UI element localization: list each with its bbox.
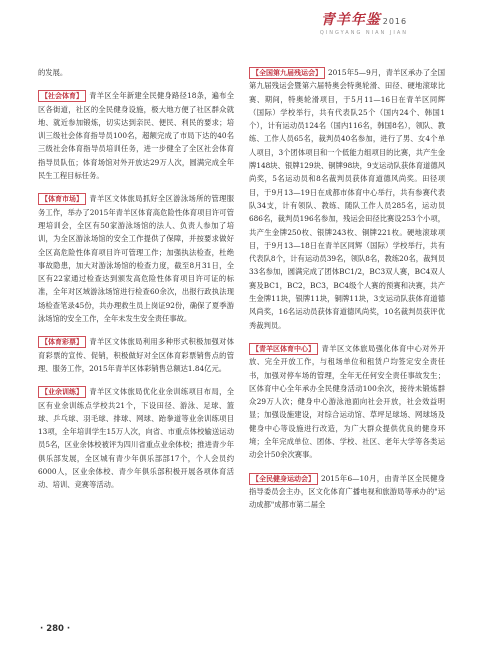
section-tag: 【体育彩票】 <box>38 336 86 348</box>
section-fitness-games <box>249 472 445 512</box>
section-sports-lottery <box>38 335 234 375</box>
right-column <box>249 66 445 512</box>
page-number: · 280 · <box>40 624 71 634</box>
section-tag: 【体育市场】 <box>38 193 86 205</box>
logo-subtitle: QINGYANG NIAN JIAN <box>319 30 408 36</box>
logo-year: 2016 <box>382 17 408 26</box>
section-sports-center <box>249 342 445 462</box>
section-text: 青羊区文体旅局抓好全区游泳场所的管理服务工作，举办了2015年青羊区体育高危险性体育项目许可管理培训会，全区有50家游泳场馆的法人、负责人参加了培训，为全区游泳场馆的安全工作提供了保障，并按要求做好全区高危险性体育项目许可管理工作；加强执法检查，杜绝事故隐患，加大对游泳场馆的检查力度，截至8月31日，全区有22家通过检查达到颁发高危险性体育项目许可证的标准，全年对区域游泳场馆进行检查60余次，出报行政执法现场检查笔录45份，共办理救生员上岗证92份，确保了夏季游泳场馆的安全工作，全年未发生安全责任事故。 <box>38 194 234 324</box>
section-tag: 【全民健身运动会】 <box>249 473 318 485</box>
section-amateur-training <box>38 385 234 491</box>
section-text: 青羊区文体旅局利用多种形式积极加强对体育彩票的宣传、促销，积极做好对全区体育彩票销售点的管理、服务工作，2015年青羊区体彩销售总额达1.84亿元。 <box>38 337 234 373</box>
section-text: 青羊区文体旅局强化体育中心对外开放、完全开放工作，与租场单位和租赁户均签定安全责任书，加强对停车场的管理，全年无任何安全责任事故发生；区体育中心全年承办全民健身活动100余次，接待未锻炼群众29万人次；健身中心游泳池面向社会开放，社会效益明显；加强设施建设，对综合运动馆、草坪足球场、网球场及健身中心等设施进行改造，为广大群众提供优良的健身环境；全年完成单位、团体、学校、社区、老年大学等各类运动会计50余次赛事。 <box>249 343 445 460</box>
section-text: 青羊区全年新建全民健身路径18条，遍布全区各街道，社区的全民健身设施，极大地方便了社区群众就地、就近参加锻炼，切实达到亲民、便民、利民的要求；培训三级社会体育指导员100名，超额完成了市局下达的40名三级社会体育指导员培训任务，进一步健全了全区社会体育指导员队伍；体育场馆对外开放达29万人次，圆满完成全年民生工程目标任务。 <box>38 91 234 181</box>
section-tag: 【社会体育】 <box>38 90 86 102</box>
section-text: 2015年6—10月，由青羊区全民健身指导委员会主办，区文化体育广播电视和旅游局等承办的"运动成都"成都市第二届全 <box>249 473 445 510</box>
section-tag: 【业余训练】 <box>38 386 86 398</box>
yearbook-logo <box>320 9 408 36</box>
intro-text: 的发展。 <box>38 68 68 77</box>
left-column <box>38 66 234 492</box>
logo-title: 青羊年鉴 2016 <box>320 12 408 28</box>
section-social-sports <box>38 89 234 182</box>
section-text: 青羊区文体旅局优化业余训练项目布局，全区有业余训练点学校共21个，下设田径、游泳、足球、篮球、乒乓球、羽毛球、排球、网球、跆拳道等业余训练项目13项，全年培训学生15万人次，向省、市重点体校输送运动员5名，区业余体校被评为四川省重点业余体校；推进青少年俱乐部发展，全区城有青少年俱乐部部17个，个人会员约6000人，区业余体校、青少年俱乐部积极开展各项体育活动、培训、竞赛等活动。 <box>38 387 234 490</box>
section-tag: 【青羊区体育中心】 <box>249 343 318 355</box>
section-tag: 【全国第九届残运会】 <box>249 67 325 79</box>
section-paralympics <box>249 66 445 332</box>
section-sports-market <box>38 192 234 325</box>
section-text: 2015年5—9月，青羊区承办了全国第九届残运会暨第六届特奥会特奥轮滑、田径、硬地滚球比赛、期间，特奥轮滑项目，于5月11—16日在青羊区同辉（国际）学校举行，共有代表队25个（国内24个、韩国1个），计有运动员124名（国内116名，韩国8名），领队、教练、工作人员65名，裁判员40名参加，进行了男、女4个单人项目，3个团体项目和一个低能力组项目的比赛，共产生金牌148块、银牌129块、铜牌98块，9支运动队获体育道德风尚奖，5名运动员和8名裁判员获体育道德风尚奖。田径项目，于9月13—19日在成都市体育中心举行，共有参赛代表队34支，计有领队、教练、随队工作人员285名，运动员686名，裁判员196名参加，残运会田径比赛设253个小项，共产生金牌250枚、银牌243枚、铜牌221枚。硬地滚球项目，于9月13—18日在青羊区同辉（国际）学校举行，共有代表队8个，计有运动员39名，领队8名，教练20名，裁判员33名参加，圆满完成了团体BC1/2，BC3双人赛，BC4双人赛及BC1，BC2，BC3，BC4级个人赛的预赛和决赛，共产生金牌11块，银牌11块，铜牌11块，3支运动队获体育道德风尚奖，16名运动员获体育道德风尚奖，10名裁判员获评优秀裁判员。 <box>249 68 445 330</box>
page-header <box>0 0 480 58</box>
